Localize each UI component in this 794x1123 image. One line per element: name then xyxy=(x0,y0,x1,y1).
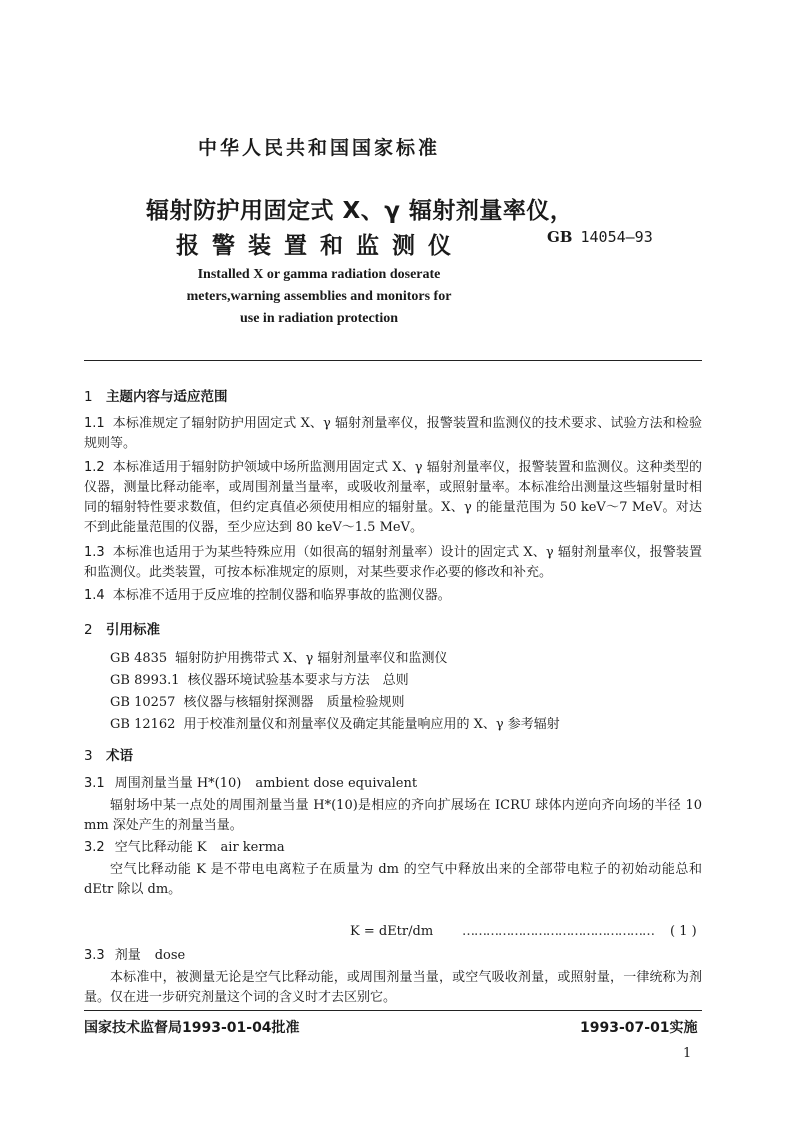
approval-date: 国家技术监督局1993-01-04批准 xyxy=(84,1020,300,1036)
standard-title-line1: 辐射防护用固定式 X、γ 辐射剂量率仪， xyxy=(146,198,574,224)
reference-title: 辐射防护用携带式 X、γ 辐射剂量率仪和监测仪 xyxy=(175,651,448,666)
section-number: 1 xyxy=(84,389,93,405)
term-3-1-definition: 辐射场中某一点处的周围剂量当量 H*(10)是相应的齐向扩展场在 ICRU 球体内逆向齐向场的半径 10 mm 深处产生的剂量当量。 xyxy=(84,798,702,833)
reference-code: GB 10257 xyxy=(110,695,176,710)
implementation-date: 1993-07-01实施 xyxy=(580,1020,698,1036)
clause-text: 本标准也适用于为某些特殊应用（如很高的辐射剂量率）设计的固定式 X、γ 辐射剂量率仪，报警装置和监测仪。此类装置，可按本标准规定的原则，对某些要求作必要的修改和补充。 xyxy=(84,545,702,580)
reference-code: GB 4835 xyxy=(110,651,168,666)
english-title xyxy=(0,264,638,330)
term-3-2-definition: 空气比释动能 K 是不带电电离粒子在质量为 dm 的空气中释放出来的全部带电粒子的初始动能总和 dEtr 除以 dm。 xyxy=(84,862,702,897)
clause-1-1 xyxy=(84,414,702,454)
reference-item xyxy=(110,692,560,714)
clause-number: 1.2 xyxy=(84,460,105,475)
english-title-line3: use in radiation protection xyxy=(239,311,399,326)
clause-number: 1.4 xyxy=(84,588,105,603)
section-title: 主题内容与适应范围 xyxy=(106,389,228,405)
formula-number: ( 1 ) xyxy=(670,924,697,939)
reference-code: GB 8993.1 xyxy=(110,673,180,688)
clause-text: 本标准规定了辐射防护用固定式 X、γ 辐射剂量率仪，报警装置和监测仪的技术要求、试验方法和检验规则等。 xyxy=(84,416,702,451)
formula-leader-dots: ………………………………………… xyxy=(462,924,654,939)
clause-1-4 xyxy=(84,586,702,606)
term-3-3 xyxy=(84,946,185,966)
reference-item xyxy=(110,648,560,670)
footer-divider xyxy=(84,1010,702,1011)
term-number: 3.3 xyxy=(84,948,105,963)
term-3-2 xyxy=(84,838,285,858)
formula-kerma: K = dEtr/dm xyxy=(350,924,434,939)
term-english: air kerma xyxy=(220,840,285,855)
standard-prefix: GB xyxy=(547,228,573,246)
term-english: ambient dose equivalent xyxy=(255,776,418,791)
term-english: dose xyxy=(154,948,186,963)
issuing-org-title: 中华人民共和国国家标准 xyxy=(197,137,440,159)
section-3-heading xyxy=(84,744,133,764)
clause-number: 1.1 xyxy=(84,416,105,431)
clause-1-3 xyxy=(84,543,702,583)
term-number: 3.1 xyxy=(84,776,105,791)
reference-title: 核仪器与核辐射探测器 质量检验规则 xyxy=(183,695,405,710)
standard-code: 14054—93 xyxy=(580,228,653,246)
english-title-line2: meters,warning assemblies and monitors for xyxy=(186,289,452,304)
reference-code: GB 12162 xyxy=(110,717,176,732)
section-1-heading xyxy=(84,385,228,405)
normative-references-list xyxy=(110,648,560,736)
standard-title-line2: 报警装置和监测仪 xyxy=(176,233,464,259)
standard-number xyxy=(547,228,653,246)
section-title: 引用标准 xyxy=(106,622,160,638)
reference-item xyxy=(110,670,560,692)
section-title: 术语 xyxy=(106,748,133,764)
clause-text: 本标准不适用于反应堆的控制仪器和临界事故的监测仪器。 xyxy=(112,588,451,603)
clause-number: 1.3 xyxy=(84,545,105,560)
term-3-3-definition: 本标准中，被测量无论是空气比释动能，或周围剂量当量，或空气吸收剂量，或照射量，一律统称为剂量。仅在进一步研究剂量这个词的含义时才去区别它。 xyxy=(84,970,702,1005)
reference-item xyxy=(110,714,560,736)
header-divider xyxy=(84,360,702,361)
reference-title: 用于校准剂量仪和剂量率仪及确定其能量响应用的 X、γ 参考辐射 xyxy=(183,717,560,732)
section-2-heading xyxy=(84,618,160,638)
page-number: 1 xyxy=(683,1046,692,1061)
term-name: 剂量 xyxy=(114,948,141,963)
english-title-line1: Installed X or gamma radiation doserate xyxy=(197,267,441,282)
term-name: 空气比释动能 K xyxy=(114,840,207,855)
clause-text: 本标准适用于辐射防护领域中场所监测用固定式 X、γ 辐射剂量率仪，报警装置和监测仪。这种类型的仪器，测量比释动能率，或周围剂量当量率，或吸收剂量率，或照射量率。本标准给出测量这些辐射量时相同的辐射特性要求数值，但约定真值必须使用相应的辐射量。X、γ 的能量范围为 50 keV～7 MeV。对达不到此能量范围的仪器，至少应达到 80 keV～1.5 MeV。 xyxy=(84,460,702,535)
clause-1-2 xyxy=(84,458,702,538)
term-name: 周围剂量当量 H*(10) xyxy=(114,776,242,791)
term-number: 3.2 xyxy=(84,840,105,855)
reference-title: 核仪器环境试验基本要求与方法 总则 xyxy=(187,673,409,688)
term-3-1 xyxy=(84,774,417,794)
section-number: 3 xyxy=(84,748,93,764)
section-number: 2 xyxy=(84,622,93,638)
